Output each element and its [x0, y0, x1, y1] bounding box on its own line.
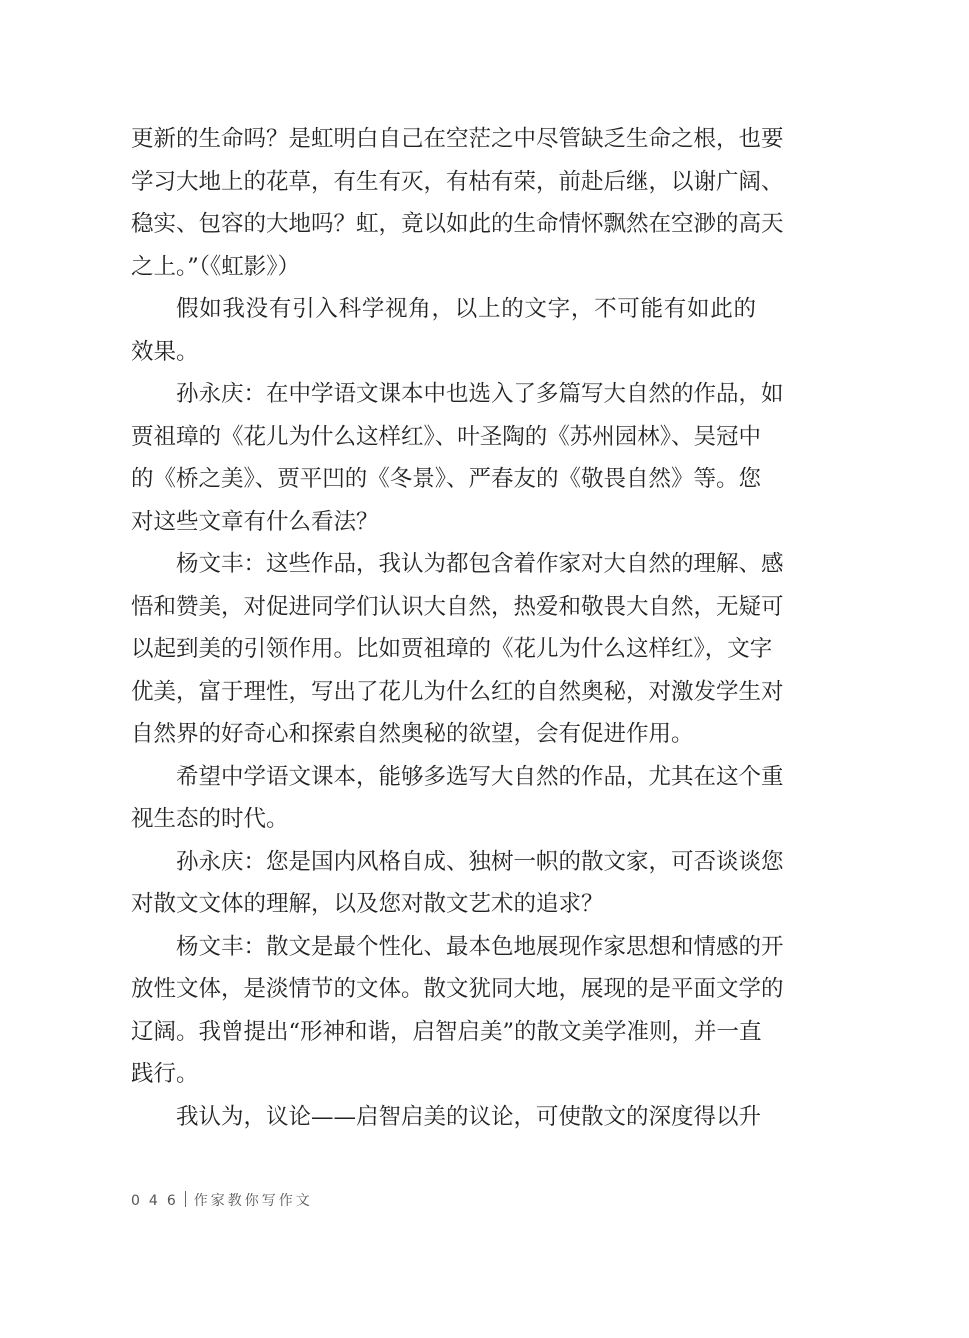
text-line: 贾祖璋的《花儿为什么这样红》、叶圣陶的《苏州园林》、吴冠中: [131, 423, 762, 450]
text-line: 践行。: [131, 1061, 199, 1087]
text-line: 辽阔。我曾提出“形神和谐，启智启美”的散文美学准则，并一直: [131, 1018, 762, 1045]
text-line: 悟和赞美，对促进同学们认识大自然，热爱和敬畏大自然，无疑可: [131, 593, 784, 620]
text-line: 放性文体，是淡情节的文体。散文犹同大地，展现的是平面文学的: [131, 976, 784, 1002]
page-footer: [131, 1188, 313, 1214]
text-line: 孙永庆：在中学语文课本中也选入了多篇写大自然的作品，如: [176, 381, 784, 407]
text-line: 杨文丰：散文是最个性化、最本色地展现作家思想和情感的开: [176, 933, 784, 960]
text-line: 的《桥之美》、贾平凹的《冬景》、严春友的《敬畏自然》等。您: [131, 466, 762, 492]
text-line: 更新的生命吗？是虹明白自己在空茫之中尽管缺乏生命之根，也要: [131, 126, 784, 152]
text-line: 学习大地上的花草，有生有灭，有枯有荣，前赴后继，以谢广阔、: [131, 168, 784, 195]
text-line: 视生态的时代。: [131, 806, 289, 832]
text-line: 自然界的好奇心和探索自然奥秘的欲望，会有促进作用。: [131, 721, 694, 747]
text-line: 对这些文章有什么看法？: [131, 508, 379, 535]
text-line: 优美，富于理性，写出了花儿为什么红的自然奥秘，对激发学生对: [131, 678, 784, 705]
book-title: 作家教你写作文: [193, 1193, 313, 1209]
page-number: 046: [131, 1193, 185, 1209]
text-line: 对散文文体的理解，以及您对散文艺术的追求？: [131, 891, 604, 917]
text-line: 效果。: [131, 338, 199, 365]
text-line: 希望中学语文课本，能够多选写大自然的作品，尤其在这个重: [176, 763, 784, 790]
text-line: 杨文丰：这些作品，我认为都包含着作家对大自然的理解、感: [176, 551, 784, 577]
text-line: 假如我没有引入科学视角，以上的文字，不可能有如此的: [176, 296, 756, 322]
text-line: 以起到美的引领作用。比如贾祖璋的《花儿为什么这样红》，文字: [131, 636, 773, 662]
text-line: 稳实、包容的大地吗？虹，竟以如此的生命情怀飘然在空渺的高天: [131, 211, 784, 237]
text-line: 我认为，议论——启智启美的议论，可使散文的深度得以升: [176, 1103, 762, 1130]
page-body: [131, 118, 784, 1138]
footer-separator: [185, 1191, 186, 1207]
text-line: 孙永庆：您是国内风格自成、独树一帜的散文家，可否谈谈您: [176, 848, 784, 875]
text-line: 之上。”（《虹影》）: [131, 253, 301, 280]
